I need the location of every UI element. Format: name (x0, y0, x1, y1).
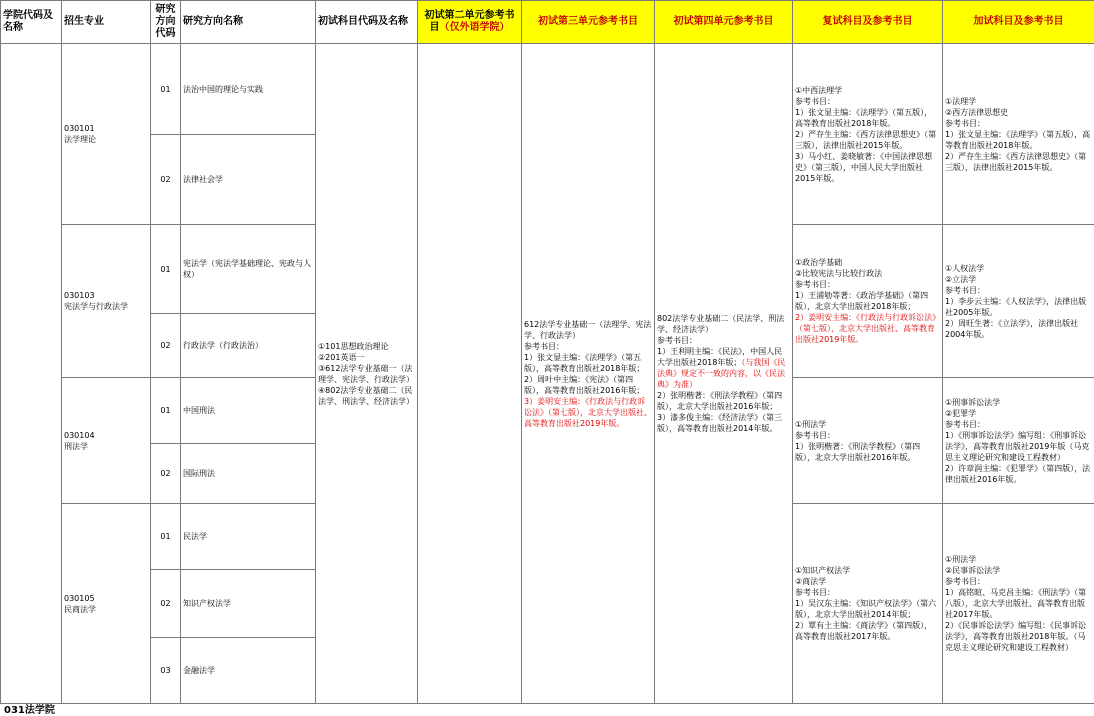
direction-name: 法律社会学 (181, 135, 316, 225)
major-name: 宪法学与行政法学 (64, 302, 128, 311)
major-code: 030104 (64, 431, 95, 440)
direction-code: 01 (151, 225, 181, 314)
retest-cell: ①知识产权法学 ②商法学 参考书目： 1）吴汉东主编：《知识产权法学》（第六版），北京大学出版社2014年版； 2）覃有土主编：《商法学》（第四版），高等教育出版社2017年版。 (793, 504, 943, 704)
unit4-text: 802法学专业基础二（民法学、刑法学、经济法学） 参考书目： 1）王利明主编：《民法》，中国人民大学出版社2018年版； (657, 314, 784, 367)
major-cell (62, 44, 151, 225)
extra-cell: ①刑事诉讼法学 ②犯罪学 参考书目： 1）《刑事诉讼法学》编写组：《刑事诉讼法学》，高等教育出版社2019年版（马克思主义理论研究和建设工程教材） 2）许章润主编：《犯罪学》（第四版），法律出版社2016年版。 (943, 378, 1094, 504)
major-name: 民商法学 (64, 605, 96, 614)
direction-code: 01 (151, 504, 181, 570)
direction-name: 行政法学（行政法治） (181, 314, 316, 378)
direction-code: 01 (151, 378, 181, 444)
direction-code: 03 (151, 638, 181, 704)
extra-cell: ①法理学 ②西方法律思想史 参考书目： 1）张文显主编：《法理学》（第五版），高等教育出版社2018年版。 2）严存生主编：《西方法律思想史》（第三版），法律出版社2015年版。 (943, 44, 1094, 225)
unit4-text-tail: 2）张明楷著：《刑法学教程》（第四版），北京大学出版社2016年版； 3）漆多俊主编：《经济法学》（第三版），高等教育出版社2014年版。 (657, 391, 782, 433)
unit3-text: 612法学专业基础一（法理学、宪法学、行政法学） 参考书目： 1）张文显主编：《法理学》（第五版），高等教育出版社2018年版； 2）周叶中主编：《宪法》（第四版），高等教育出版社2016年版； (524, 320, 651, 395)
direction-name: 宪法学（宪法学基础理论、宪政与人权） (181, 225, 316, 314)
unit3-red-text: 3）姜明安主编：《行政法与行政诉讼法》（第七版），北京大学出版社、高等教育出版社2019年版。 (524, 397, 652, 428)
direction-name: 国际刑法 (181, 444, 316, 504)
major-code: 030101 (64, 124, 95, 133)
retest-cell (793, 225, 943, 378)
header-direction-code: 研究方向代码 (151, 1, 181, 44)
extra-cell: ①人权法学 ②立法学 参考书目： 1）李步云主编：《人权法学》，法律出版社2005年版。 2）周旺生著：《立法学》，法律出版社2004年版。 (943, 225, 1094, 378)
header-retest: 复试科目及参考书目 (793, 1, 943, 44)
college-cell (1, 44, 62, 704)
retest-cell: ①刑法学 参考书目： 1）张明楷著：《刑法学教程》（第四版），北京大学出版社2016年版。 (793, 378, 943, 504)
unit4-red-text: （与我国《民法典》规定不一致的内容，以《民法典》为准） (657, 358, 785, 389)
major-name: 刑法学 (64, 442, 88, 451)
retest-text: ①政治学基础 ②比较宪法与比较行政法 参考书目： 1）王浦劬等著：《政治学基础》（第四版），北京大学出版社2018年版； (795, 258, 928, 311)
major-code: 030103 (64, 291, 95, 300)
direction-name: 民法学 (181, 504, 316, 570)
header-unit2-note: （仅外语学院） (440, 22, 510, 33)
direction-name: 法治中国的理论与实践 (181, 44, 316, 135)
direction-code: 02 (151, 135, 181, 225)
unit2-cell (418, 44, 522, 704)
header-direction-name: 研究方向名称 (181, 1, 316, 44)
exam-subjects-cell: ①101思想政治理论 ②201英语一 ③612法学专业基础一（法理学、宪法学、行政法学） ④802法学专业基础二（民法学、刑法学、经济法学） (316, 44, 418, 704)
header-unit4: 初试第四单元参考书目 (655, 1, 793, 44)
direction-code: 02 (151, 314, 181, 378)
header-unit2-main: 初试第二单元参考书目 (425, 10, 515, 33)
header-extra: 加试科目及参考书目 (943, 1, 1094, 44)
direction-code: 02 (151, 570, 181, 638)
major-code: 030105 (64, 594, 95, 603)
header-unit2 (418, 1, 522, 44)
unit3-cell (522, 44, 655, 704)
retest-red-text: 2）姜明安主编：《行政法与行政诉讼法》（第七版），北京大学出版社、高等教育出版社2019年版。 (795, 313, 936, 344)
header-row (1, 1, 1094, 44)
major-cell (62, 378, 151, 504)
direction-name: 金融法学 (181, 638, 316, 704)
direction-code: 02 (151, 444, 181, 504)
header-major: 招生专业 (62, 1, 151, 44)
header-exam-subjects: 初试科目代码及名称 (316, 1, 418, 44)
extra-cell: ①刑法学 ②民事诉讼法学 参考书目： 1）高铭暄、马克昌主编：《刑法学》（第八版），北京大学出版社、高等教育出版社2017年版。 2）《民事诉讼法学》编写组：《民事诉讼法学》，高等教育出版社2018年版。（马克思主义理论研究和建设工程教材） (943, 504, 1094, 704)
retest-cell: ①中西法理学 参考书目： 1）张文显主编：《法理学》（第五版），高等教育出版社2018年版。 2）严存生主编：《西方法律思想史》（第三版），法律出版社2015年版。 3）马小红、姜晓敏著：《中国法律思想史》（第三版），中国人民大学出版社2015年版。 (793, 44, 943, 225)
header-college: 学院代码及名称 (1, 1, 62, 44)
major-cell (62, 225, 151, 378)
major-name: 法学理论 (64, 135, 96, 144)
direction-name: 知识产权法学 (181, 570, 316, 638)
major-cell (62, 504, 151, 704)
header-unit3: 初试第三单元参考书目 (522, 1, 655, 44)
direction-code: 01 (151, 44, 181, 135)
direction-name: 中国刑法 (181, 378, 316, 444)
unit4-cell (655, 44, 793, 704)
college-name-cut: 031法学院 (4, 701, 55, 716)
table-row (1, 44, 1094, 135)
